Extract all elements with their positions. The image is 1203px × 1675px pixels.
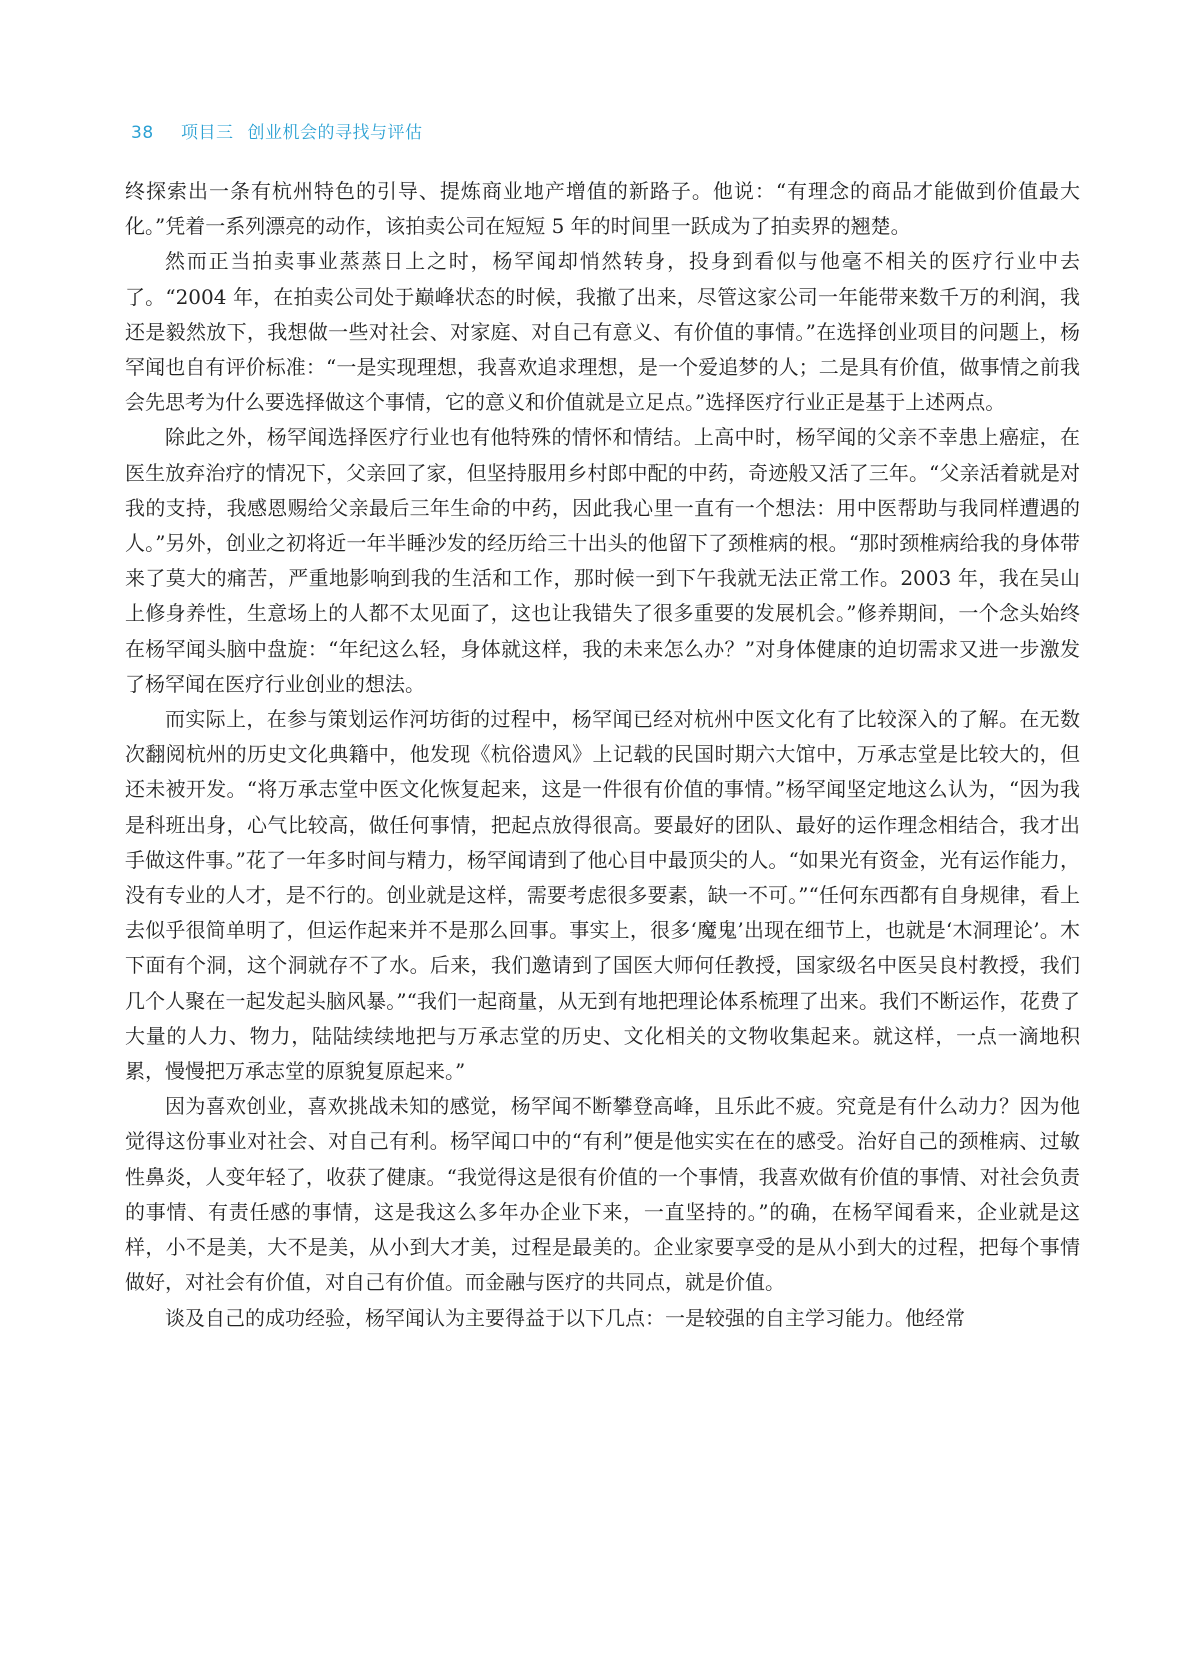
paragraph: 除此之外，杨罕闻选择医疗行业也有他特殊的情怀和情结。上高中时，杨罕闻的父亲不幸患上癌症，在医生放弃治疗的情况下，父亲回了家，但坚持服用乡村郎中配的中药，奇迹般又活了三年。“父亲活着就是对我的支持，我感恩赐给父亲最后三年生命的中药，因此我心里一直有一个想法：用中医帮助与我同样遭遇的人。”另外，创业之初将近一年半睡沙发的经历给三十出头的他留下了颈椎病的根。“那时颈椎病给我的身体带来了莫大的痛苦，严重地影响到我的生活和工作，那时候一到下午我就无法正常工作。2003 年，我在吴山上修身养性，生意场上的人都不太见面了，这也让我错失了很多重要的发展机会。”修养期间，一个念头始终在杨罕闻头脑中盘旋：“年纪这么轻，身体就这样，我的未来怎么办？”对身体健康的迫切需求又进一步激发了杨罕闻在医疗行业创业的想法。 xyxy=(125,425,1080,696)
paragraph: 然而正当拍卖事业蒸蒸日上之时，杨罕闻却悄然转身，投身到看似与他毫不相关的医疗行业中去了。“2004 年，在拍卖公司处于巅峰状态的时候，我撤了出来，尽管这家公司一年能带来数千万的利润，我还是毅然放下，我想做一些对社会、对家庭、对自己有意义、有价值的事情。”在选择创业项目的问题上，杨罕闻也自有评价标准：“一是实现理想，我喜欢追求理想，是一个爱追梦的人；二是具有价值，做事情之前我会先思考为什么要选择做这个事情，它的意义和价值就是立足点。”选择医疗行业正是基于上述两点。 xyxy=(125,249,1080,415)
paragraph: 谈及自己的成功经验，杨罕闻认为主要得益于以下几点：一是较强的自主学习能力。他经常 xyxy=(165,1305,965,1330)
paragraph-continued: 终探索出一条有杭州特色的引导、提炼商业地产增值的新路子。他说：“有理念的商品才能做到价值最大化。”凭着一系列漂亮的动作，该拍卖公司在短短 5 年的时间里一跃成为了拍卖界的翘楚。 xyxy=(125,179,1080,239)
chapter-title: 创业机会的寻找与评估 xyxy=(247,123,423,143)
paragraph: 因为喜欢创业，喜欢挑战未知的感觉，杨罕闻不断攀登高峰，且乐此不疲。究竟是有什么动力？因为他觉得这份事业对社会、对自己有利。杨罕闻口中的“有利”便是他实实在在的感受。治好自己的颈椎病、过敏性鼻炎，人变年轻了，收获了健康。“我觉得这是很有价值的一个事情，我喜欢做有价值的事情、对社会负责的事情、有责任感的事情，这是我这么多年办企业下来，一直坚持的。”的确，在杨罕闻看来，企业就是这样，小不是美，大不是美，从小到大才美，过程是最美的。企业家要享受的是从小到大的过程，把每个事情做好，对社会有价值，对自己有价值。而金融与医疗的共同点，就是价值。 xyxy=(125,1094,1080,1295)
page-number: 38 xyxy=(131,123,154,143)
running-header xyxy=(131,118,423,143)
paragraph: 而实际上，在参与策划运作河坊街的过程中，杨罕闻已经对杭州中医文化有了比较深入的了解。在无数次翻阅杭州的历史文化典籍中，他发现《杭俗遗风》上记载的民国时期六大馆中，万承志堂是比较大的，但还未被开发。“将万承志堂中医文化恢复起来，这是一件很有价值的事情。”杨罕闻坚定地这么认为，“因为我是科班出身，心气比较高，做任何事情，把起点放得很高。要最好的团队、最好的运作理念相结合，我才出手做这件事。”花了一年多时间与精力，杨罕闻请到了他心目中最顶尖的人。“如果光有资金，光有运作能力，没有专业的人才，是不行的。创业就是这样，需要考虑很多要素，缺一不可。”“任何东西都有自身规律，看上去似乎很简单明了，但运作起来并不是那么回事。事实上，很多‘魔鬼’出现在细节上，也就是‘木洞理论’。木下面有个洞，这个洞就存不了水。后来，我们邀请到了国医大师何任教授，国家级名中医吴良村教授，我们几个人聚在一起发起头脑风暴。”“我们一起商量，从无到有地把理论体系梳理了出来。我们不断运作，花费了大量的人力、物力，陆陆续续地把与万承志堂的历史、文化相关的文物收集起来。就这样，一点一滴地积累，慢慢把万承志堂的原貌复原起来。” xyxy=(125,707,1080,1084)
project-label: 项目三 xyxy=(181,123,234,143)
body-text xyxy=(125,174,1080,1336)
